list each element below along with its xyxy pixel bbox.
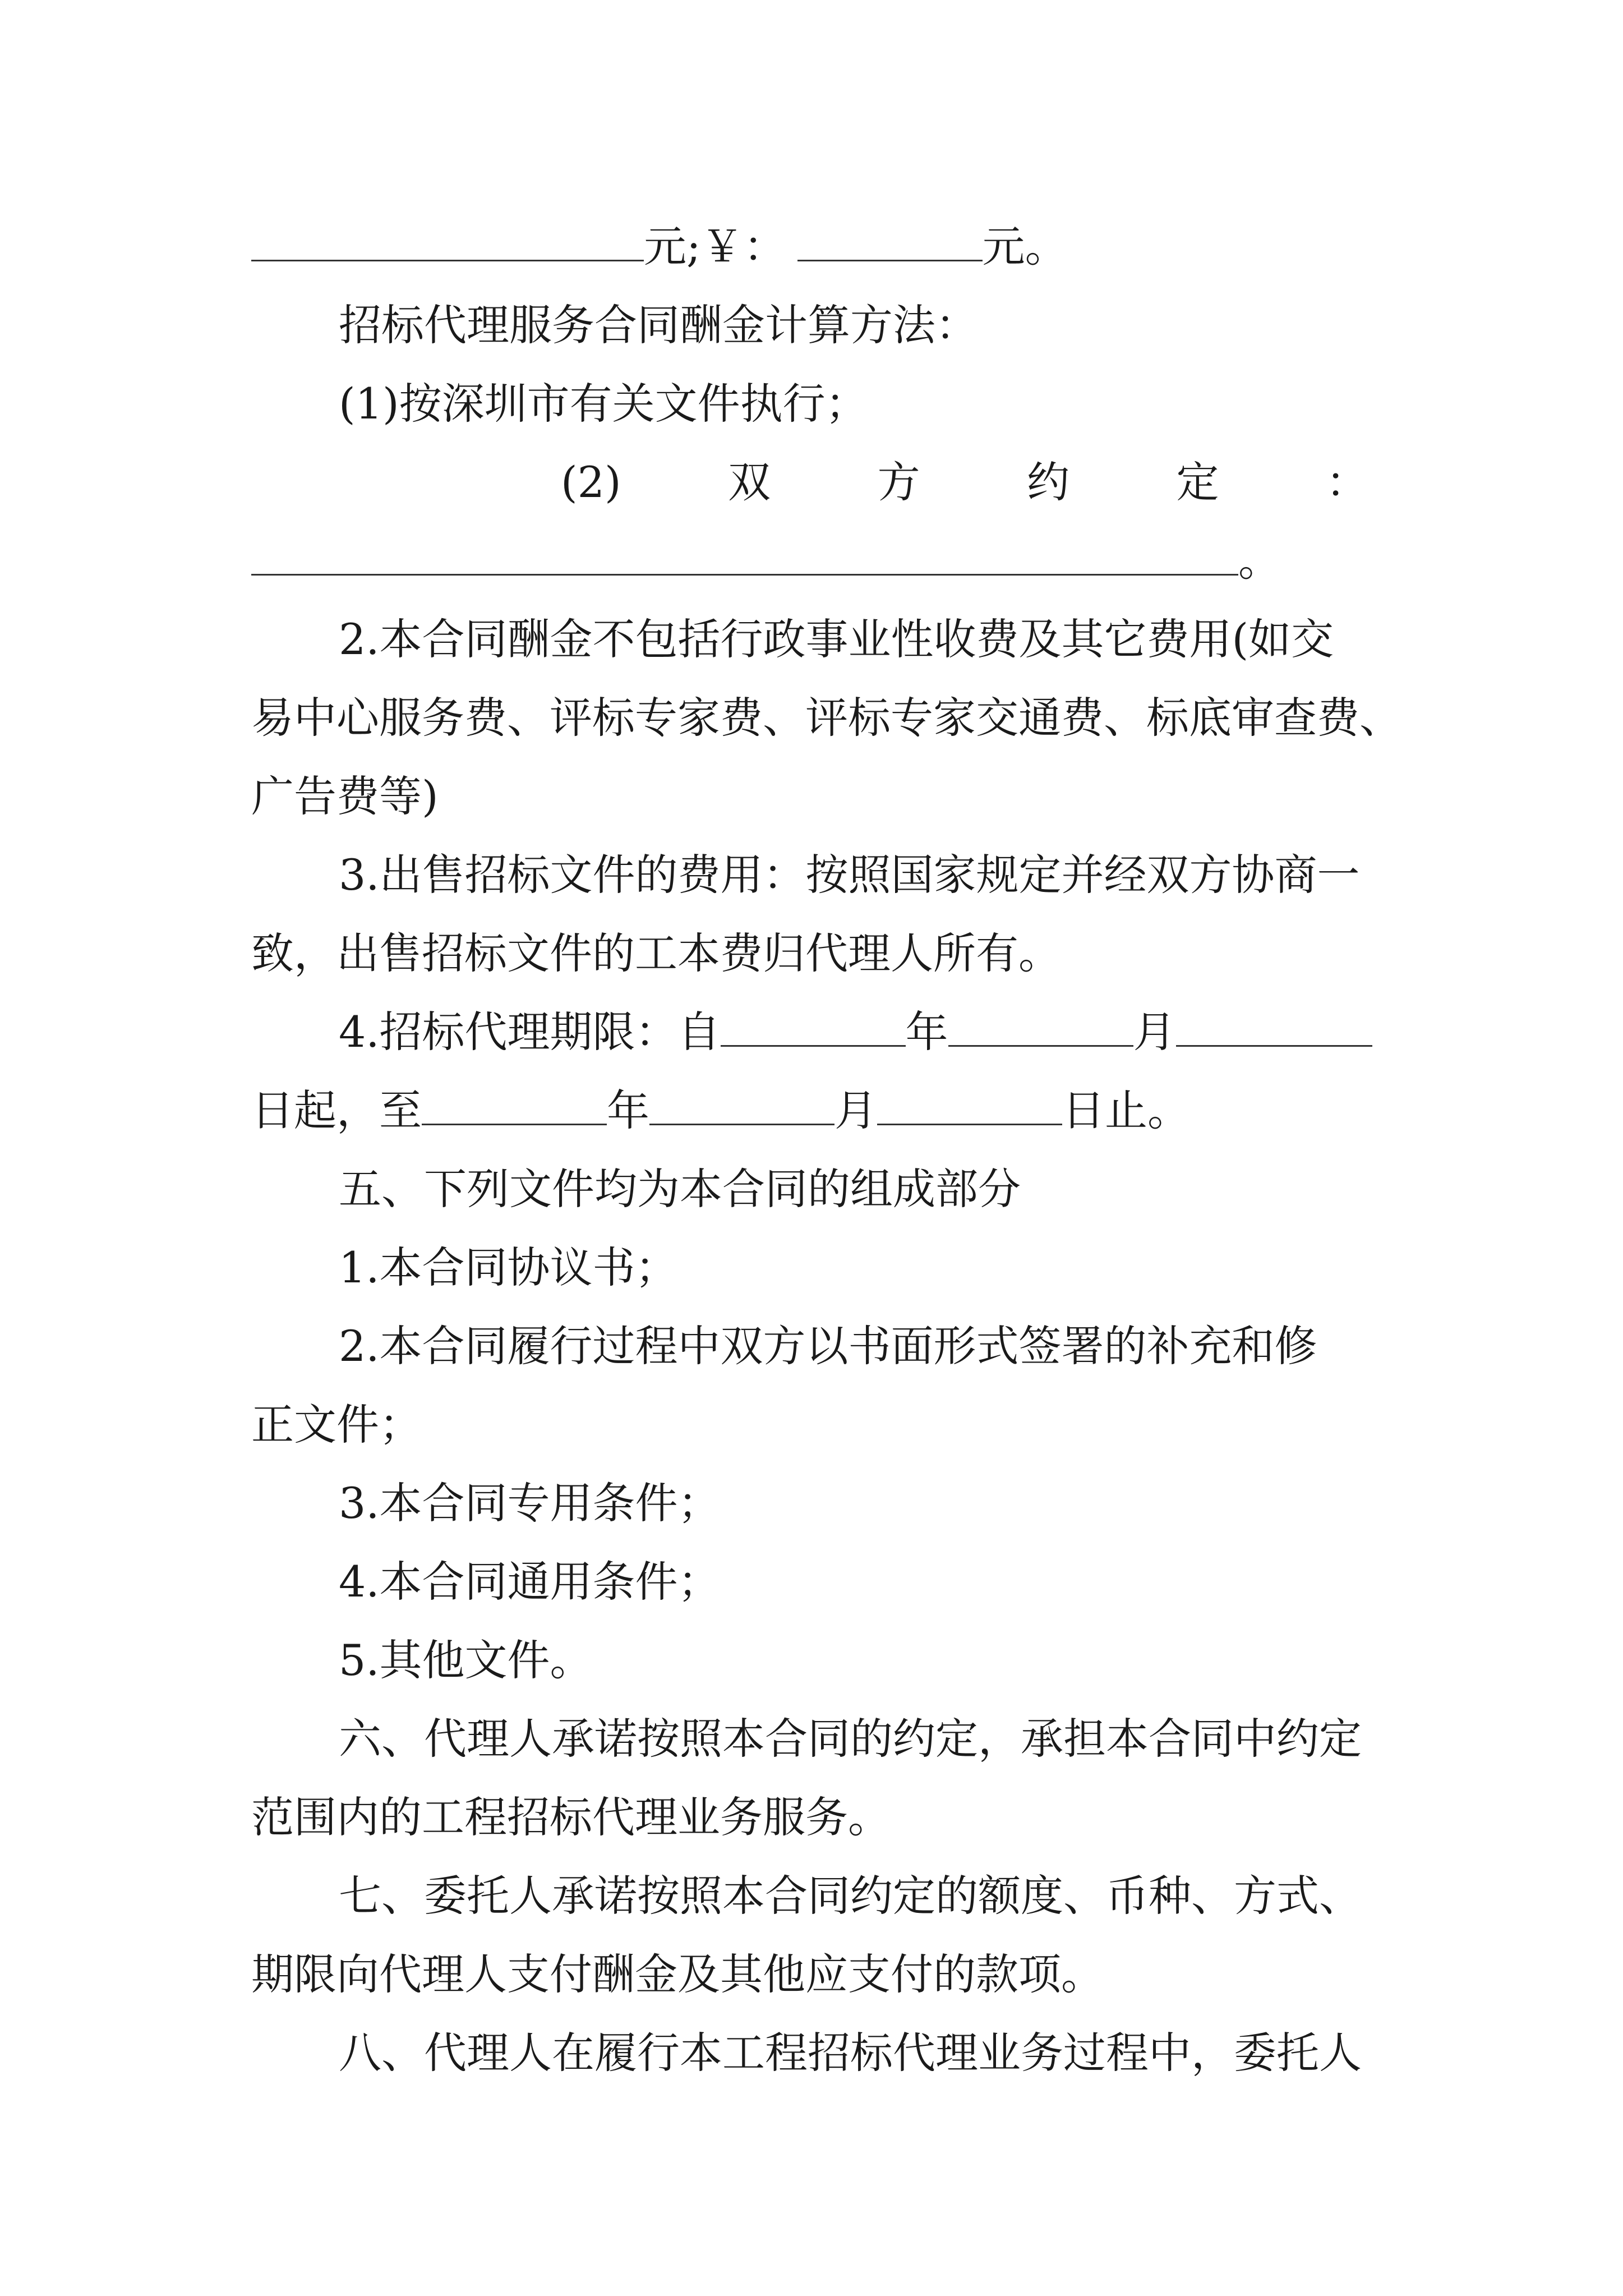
period-mark: 。 [1238, 536, 1281, 586]
end-day-blank[interactable] [877, 1080, 1062, 1125]
spread-char: 约 [1027, 457, 1070, 507]
agreement-blank[interactable] [251, 530, 1238, 576]
spread-char: 方 [877, 457, 920, 507]
list-item: 正文件； [251, 1400, 422, 1450]
list-item: 4.本合同通用条件； [339, 1557, 721, 1607]
paragraph: 广告费等) [251, 771, 439, 821]
paragraph: 2.本合同酬金不包括行政事业性收费及其它费用(如交 [339, 614, 1334, 664]
fee-amount-line [251, 208, 1068, 286]
start-year-blank[interactable] [721, 1001, 906, 1047]
spread-char: (2) [561, 457, 621, 507]
list-item: 5.其他文件。 [339, 1635, 593, 1685]
paragraph: 3.出售招标文件的费用：按照国家规定并经双方协商一 [339, 850, 1360, 900]
paragraph: 范围内的工程招标代理业务服务。 [251, 1792, 891, 1842]
paragraph: 六、代理人承诺按照本合同的约定，承担本合同中约定 [339, 1714, 1362, 1764]
start-day-blank[interactable] [1176, 1001, 1372, 1047]
paragraph: 八、代理人在履行本工程招标代理业务过程中，委托人 [339, 2028, 1362, 2078]
paragraph: 易中心服务费、评标专家费、评标专家交通费、标底审查费、 [251, 693, 1402, 743]
paragraph: (1)按深圳市有关文件执行； [339, 379, 868, 429]
fee-blank-2[interactable] [797, 216, 983, 261]
day-end-label: 日止。 [1062, 1085, 1190, 1135]
period-label: 4.招标代理期限：自 [339, 1007, 721, 1057]
paragraph: 七、委托人承诺按照本合同约定的额度、币种、方式、 [339, 1871, 1362, 1921]
paragraph: 招标代理服务合同酬金计算方法： [339, 300, 978, 350]
list-item: 1.本合同协议书； [339, 1243, 678, 1292]
spread-char: ： [1326, 457, 1368, 507]
month-label: 月 [834, 1085, 877, 1135]
period-line-1 [339, 993, 1372, 1071]
fee-blank-1[interactable] [251, 216, 644, 261]
month-label: 月 [1133, 1007, 1176, 1057]
paragraph: 期限向代理人支付酬金及其他应支付的款项。 [251, 1949, 1104, 1999]
year-label: 年 [607, 1085, 649, 1135]
agreement-blank-line [251, 522, 1281, 600]
day-start-label: 日起，至 [251, 1085, 422, 1135]
spread-line [561, 443, 1368, 522]
start-month-blank[interactable] [948, 1001, 1133, 1047]
section-heading: 五、下列文件均为本合同的组成部分 [339, 1164, 1021, 1214]
period-line-2 [251, 1071, 1190, 1150]
fee-text-1: 元;￥： [644, 222, 786, 272]
list-item: 3.本合同专用条件； [339, 1478, 721, 1528]
spread-char: 双 [728, 457, 771, 507]
spread-char: 定 [1176, 457, 1219, 507]
fee-text-2: 元。 [982, 222, 1068, 272]
year-label: 年 [905, 1007, 948, 1057]
paragraph: 致，出售招标文件的工本费归代理人所有。 [251, 928, 1061, 978]
list-item: 2.本合同履行过程中双方以书面形式签署的补充和修 [339, 1321, 1317, 1371]
end-year-blank[interactable] [422, 1080, 607, 1125]
end-month-blank[interactable] [649, 1080, 834, 1125]
